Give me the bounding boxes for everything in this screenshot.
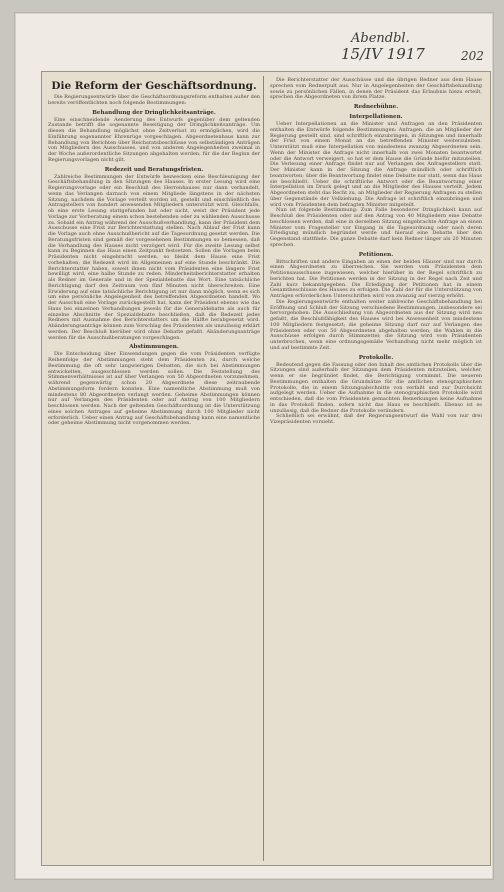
paper-sheet: [14, 12, 494, 880]
paragraph: Nun ist folgende Bestimmung: Zum Falle besonderer Dringlichkeit kann auf Beschluß des Präsidenten oder auf den Antrag von 40 Mitgliedern eine Debatte beschlossen werden, daß eine in derselben Sitzung eingebrachte Anfrage an einen Minister vom Fragesteller vor Eingang in die Tagesordnung oder nach deren Erledigung mündlich begründet werde und hierauf eine Debatte über den Gegenstand stattfinde. Die ganze Debatte darf kein Redner länger als 20 Minuten sprechen.: [270, 207, 482, 248]
paragraph: Zahlreiche Bestimmungen der Entwürfe bezwecken eine Beschleunigung der Geschäftsbehandlung in den Sitzungen des Hauses. In erster Lesung wird eine Regierungsvorlage oder ein Beschluß des Herrenhauses nur dann verhandelt, wenn das Verlangen darnach von einem Mitgliede längstens in der nächsten Sitzung, nachdem die Vorlage verteilt worden ist, gestellt und einschließlich des Antragstellers von hundert anwesenden Mitgliedern unterstützt wird. Gleichfalls, ob eine erste Lesung stattgefunden hat oder nicht, weist der Präsident jede Vorlage zur Vorberatung einem schon bestehenden oder zu wählenden Ausschusse zu. Sobald ein Antrag während der Ausschußverhandlung, kann der Präsident dem Ausschusse eine Frist zur Berichterstattung stellen. Nach Ablauf der Frist kann die Vorlage auch ohne Ausschußbericht auf die Tagesordnung gesetzt werden. Die Beratungsfristen sind gemäß der vorgesehenen Bestimmungen so bemessen, daß die Verhandlung des Hauses nicht verzögert wird. Für die zweite Lesung selbst kann zu Beginnen das Haus einen Zeitpunkt festsetzen. Sollen die Vorlagen beim Präsidenten nicht eingebracht werden, so bleibt dem Hause eine Frist vorbehalten; die Redezeit wird im Allgemeinen auf eine Stunde beschränkt. Die Berichterstatter haben, soweit ihnen nicht vom Präsidenten eine längere Frist bewilligt wird, eine halbe Stunde zu reden. Minderheitsberichterstatter erhalten als Redner im Generale und in der Spezialdebatte das Wort. Eine tatsächliche Berichtigung darf den Zeitraum von fünf Minuten nicht überschreiten. Eine Erwiderung auf eine tatsächliche Berichtigung ist nur dann möglich, wenn es sich um eine persönliche Angelegenheit des betreffenden Abgeordneten handelt. Wo der Ausschuß eine Vorlage zurückgestellt hat, kann der Präsident ebenso wie das Haus bei einzelnen Verhandlungen jeweils für die Generaldebatte als auch für einzelne Abschnitte der Spezialdebatte beschließen, daß die Redezeit jedes Redners mit Ausnahme des Berichterstatters um die Hälfte herabgesetzt wird. Abänderungsanträge können zum Vorschlag des Präsidenten als unzulässig erklärt werden. Der Beschluß hierüber wird ohne Debatte gefaßt. Abänderungsanträge werden für die Ausschußberatungen vorgeschlagen.: [48, 173, 260, 341]
section-heading: Protokolle.: [358, 354, 394, 361]
handwritten-annotation: [331, 31, 501, 67]
handwritten-source: Abendbl.: [351, 31, 410, 46]
paragraph: Die Berichterstatter der Ausschüsse und die übrigen Redner aus dem Hause sprechen vom Rednerpult aus. Nur in Angelegenheiten der Geschäftsbehandlung sowie zu persönlichen Fällen, in denen der Präsident das Erlaubnis hiezu erteilt, sprechen die Abgeordneten von ihrem Platze.: [270, 77, 482, 101]
paragraph: Bedeutend gegen die Fassung oder den Inhalt des amtlichen Protokolls über die Sitzungen sind außerhalb der Sitzungen dem Präsidenten mitzuteilen, welcher, wenn er sie begründet findet, die Berichtigung vornimmt. Die neueren Bestimmungen enthalten die Grundsätze für die amtlichen stenographischen Protokolle, die in einem Sitzungsabschnitte von verfaßt und zur Durchsicht aufgelegt werden. Ueber die Aufnahme in die stenographischen Protokolle wird entschieden, daß die vom Präsidenten gemachten Bemerkungen keine Aufnahme in das Protokoll finden, sofern nicht das Haus es beschließt. Ebenso ist es unzulässig, daß die Redner die Protokolle verändern.: [270, 361, 482, 414]
paragraph: Die Regierungsentwürfe über die Geschäftsordnungsreform enthalten außer den bereits veröffentlichten noch folgende Bestimmungen:: [48, 94, 260, 106]
text-column-left: [48, 78, 260, 427]
paragraph: Ueber Interpellationen an die Minister und Anfragen an den Präsidenten enthalten die Entwürfe folgende Bestimmungen: Anfragen, die an Mitglieder der Regierung gestellt sind, sind schriftlich einzubringen, in Sitzungen und innerhalb der Frist von einem Monat an die betreffenden Minister weiterzuleiten. Unterstützt muß eine Interpellation von mindestens zwanzig Abgeordneten sein. Wenn der Minister die Anfrage nicht innerhalb von zwei Monaten beantwortet oder die Antwort verweigert, so hat er dem Hause die Gründe hiefür mitzuteilen. Die Verlesung einer Anfrage findet nur auf Verlangen des Anfragestellers statt. Der Minister kann in der Sitzung die Anfrage mündlich oder schriftlich beantworten; über die Beantwortung findet eine Debatte nur statt, wenn das Haus sie beschließt. Ueber die schriftliche Antwort oder die Beantwortung einer Interpellation im Druck gelegt und an die Mitglieder des Hauses verteilt. Jedem Abgeordneten steht das Recht zu, an Mitglieder der Regierung Anfragen zu stellen über Gegenstände der Vollziehung. Die Anfrage ist schriftlich einzubringen und wird vom Präsidenten dem befragten Minister mitgeteilt.: [270, 121, 482, 208]
newspaper-clipping: [41, 71, 491, 866]
section-heading: Behandlung der Dringlichkeitsanträge.: [92, 109, 216, 116]
paragraph: Eine einschneidende Aenderung des Entwurfs gegenüber dem geltenden Zustande betrifft die sogenannte Beseitigung der Dringlichkeitsanträge. Um diesen die Behandlung möglichst ohne Zeitverlust zu ermöglichen, wird die Einführung sogenannter Ehrenrüge vorgeschlagen. Abgeordnetenhaus kann zur Behandlung von Berichten über Reichsratsbeschlüsse von selbständigen Anträgen von Mitgliedern des Ausschusses, und von anderen Angelegenheiten zweimal in der Woche außerordentliche Sitzungen abgehalten werden, für die der Beginn der Regierungsvorlagen nicht gilt.: [48, 116, 260, 163]
text-column-right: [270, 78, 482, 426]
paragraph: Die Regierungsentwürfe enthalten weiter zahlreiche Geschäftsbehandlung bei Eröffnung und Schluß der Sitzung verschiedene Bestimmungen, insbesondere sei hervorgehoben: Die Ausschließung von Abgeordneten aus der Sitzung wird neu gefaßt, die Beschlußfähigkeit des Hauses wird bei Anwesenheit von mindestens 100 Mitgliedern festgesetzt; die geheime Sitzung darf nur auf Verlangen des Präsidenten oder von 50 Abgeordneten abgehalten werden; die Wahlen in die Ausschüsse erfolgen durch Stimmzettel; die Sitzung wird vom Präsidenten unterbrochen, wenn eine ordnungsgemäße Verhandlung nicht mehr möglich ist und auf bestimmte Zeit.: [270, 298, 482, 351]
handwritten-date: 15/IV 1917: [341, 45, 425, 63]
section-heading: Rednerbühne.: [353, 104, 399, 110]
section-heading: Petitionen.: [358, 251, 394, 258]
handwritten-number: 202: [461, 49, 484, 63]
paragraph: Die Entscheidung über Einwendungen gegen die vom Präsidenten verfügte Reihenfolge der Abstimmungen steht dem Präsidenten zu, durch welche Bestimmung die oft sehr langwierigen Debatten, die sich bei Abstimmungen entwickelten, ausgeschlossen werden sollen. Die Feststellung des Stimmenverhältnisses ist auf über Verlangen von 50 Abgeordneten vorzunehmen, während gegenwärtig schon 20 Abgeordnete diese zeitraubende Abstimmungsform fordern konnten. Eine namentliche Abstimmung muß von mindestens 80 Abgeordneten verlangt werden. Geheime Abstimmungen können nur auf Verlangen des Präsidenten oder auf Antrag von 100 Mitgliedern beschlossen werden. Nach der geltenden Geschäftsordnung ist die Unterstützung eines solchen Antrages auf geheime Abstimmung durch 100 Mitglieder nicht erforderlich. Ueber einen Antrag auf Geschäftsbehandlung kann eine namentliche oder geheime Abstimmung nicht vorgenommen werden.: [48, 351, 260, 427]
article-title: Die Reform der Geschäftsordnung.: [51, 80, 257, 92]
section-heading: Interpellationen.: [349, 114, 403, 120]
paragraph: Schließlich sei erwähnt, daß der Regierungsentwurf die Wahl von nur drei Vizepräsidenten vorsieht.: [270, 413, 482, 425]
paragraph: Bittschriften und andere Eingaben an einen der beiden Häuser sind nur durch einen Abgeordneten zu überreichen. Sie werden vom Präsidenten dem Petitionsausschusse zugewiesen, welcher hierüber in der Regel schriftlich zu berichten hat. Die Petitionen werden in der Sitzung in der Regel nach Zeit und Zahl kurz bekanntgegeben. Die Erledigung der Petitionen hat in einem Gesamtbeschlusse des Hauses zu erfolgen. Die Zahl der für die Unterstützung von Anträgen erforderlichen Unterschriften wird von zwanzig auf vierzig erhöht.: [270, 258, 482, 299]
section-heading: Abstimmungen.: [129, 344, 179, 351]
column-divider: [263, 76, 264, 861]
section-heading: Redezeit und Beratungsfristen.: [104, 166, 204, 173]
